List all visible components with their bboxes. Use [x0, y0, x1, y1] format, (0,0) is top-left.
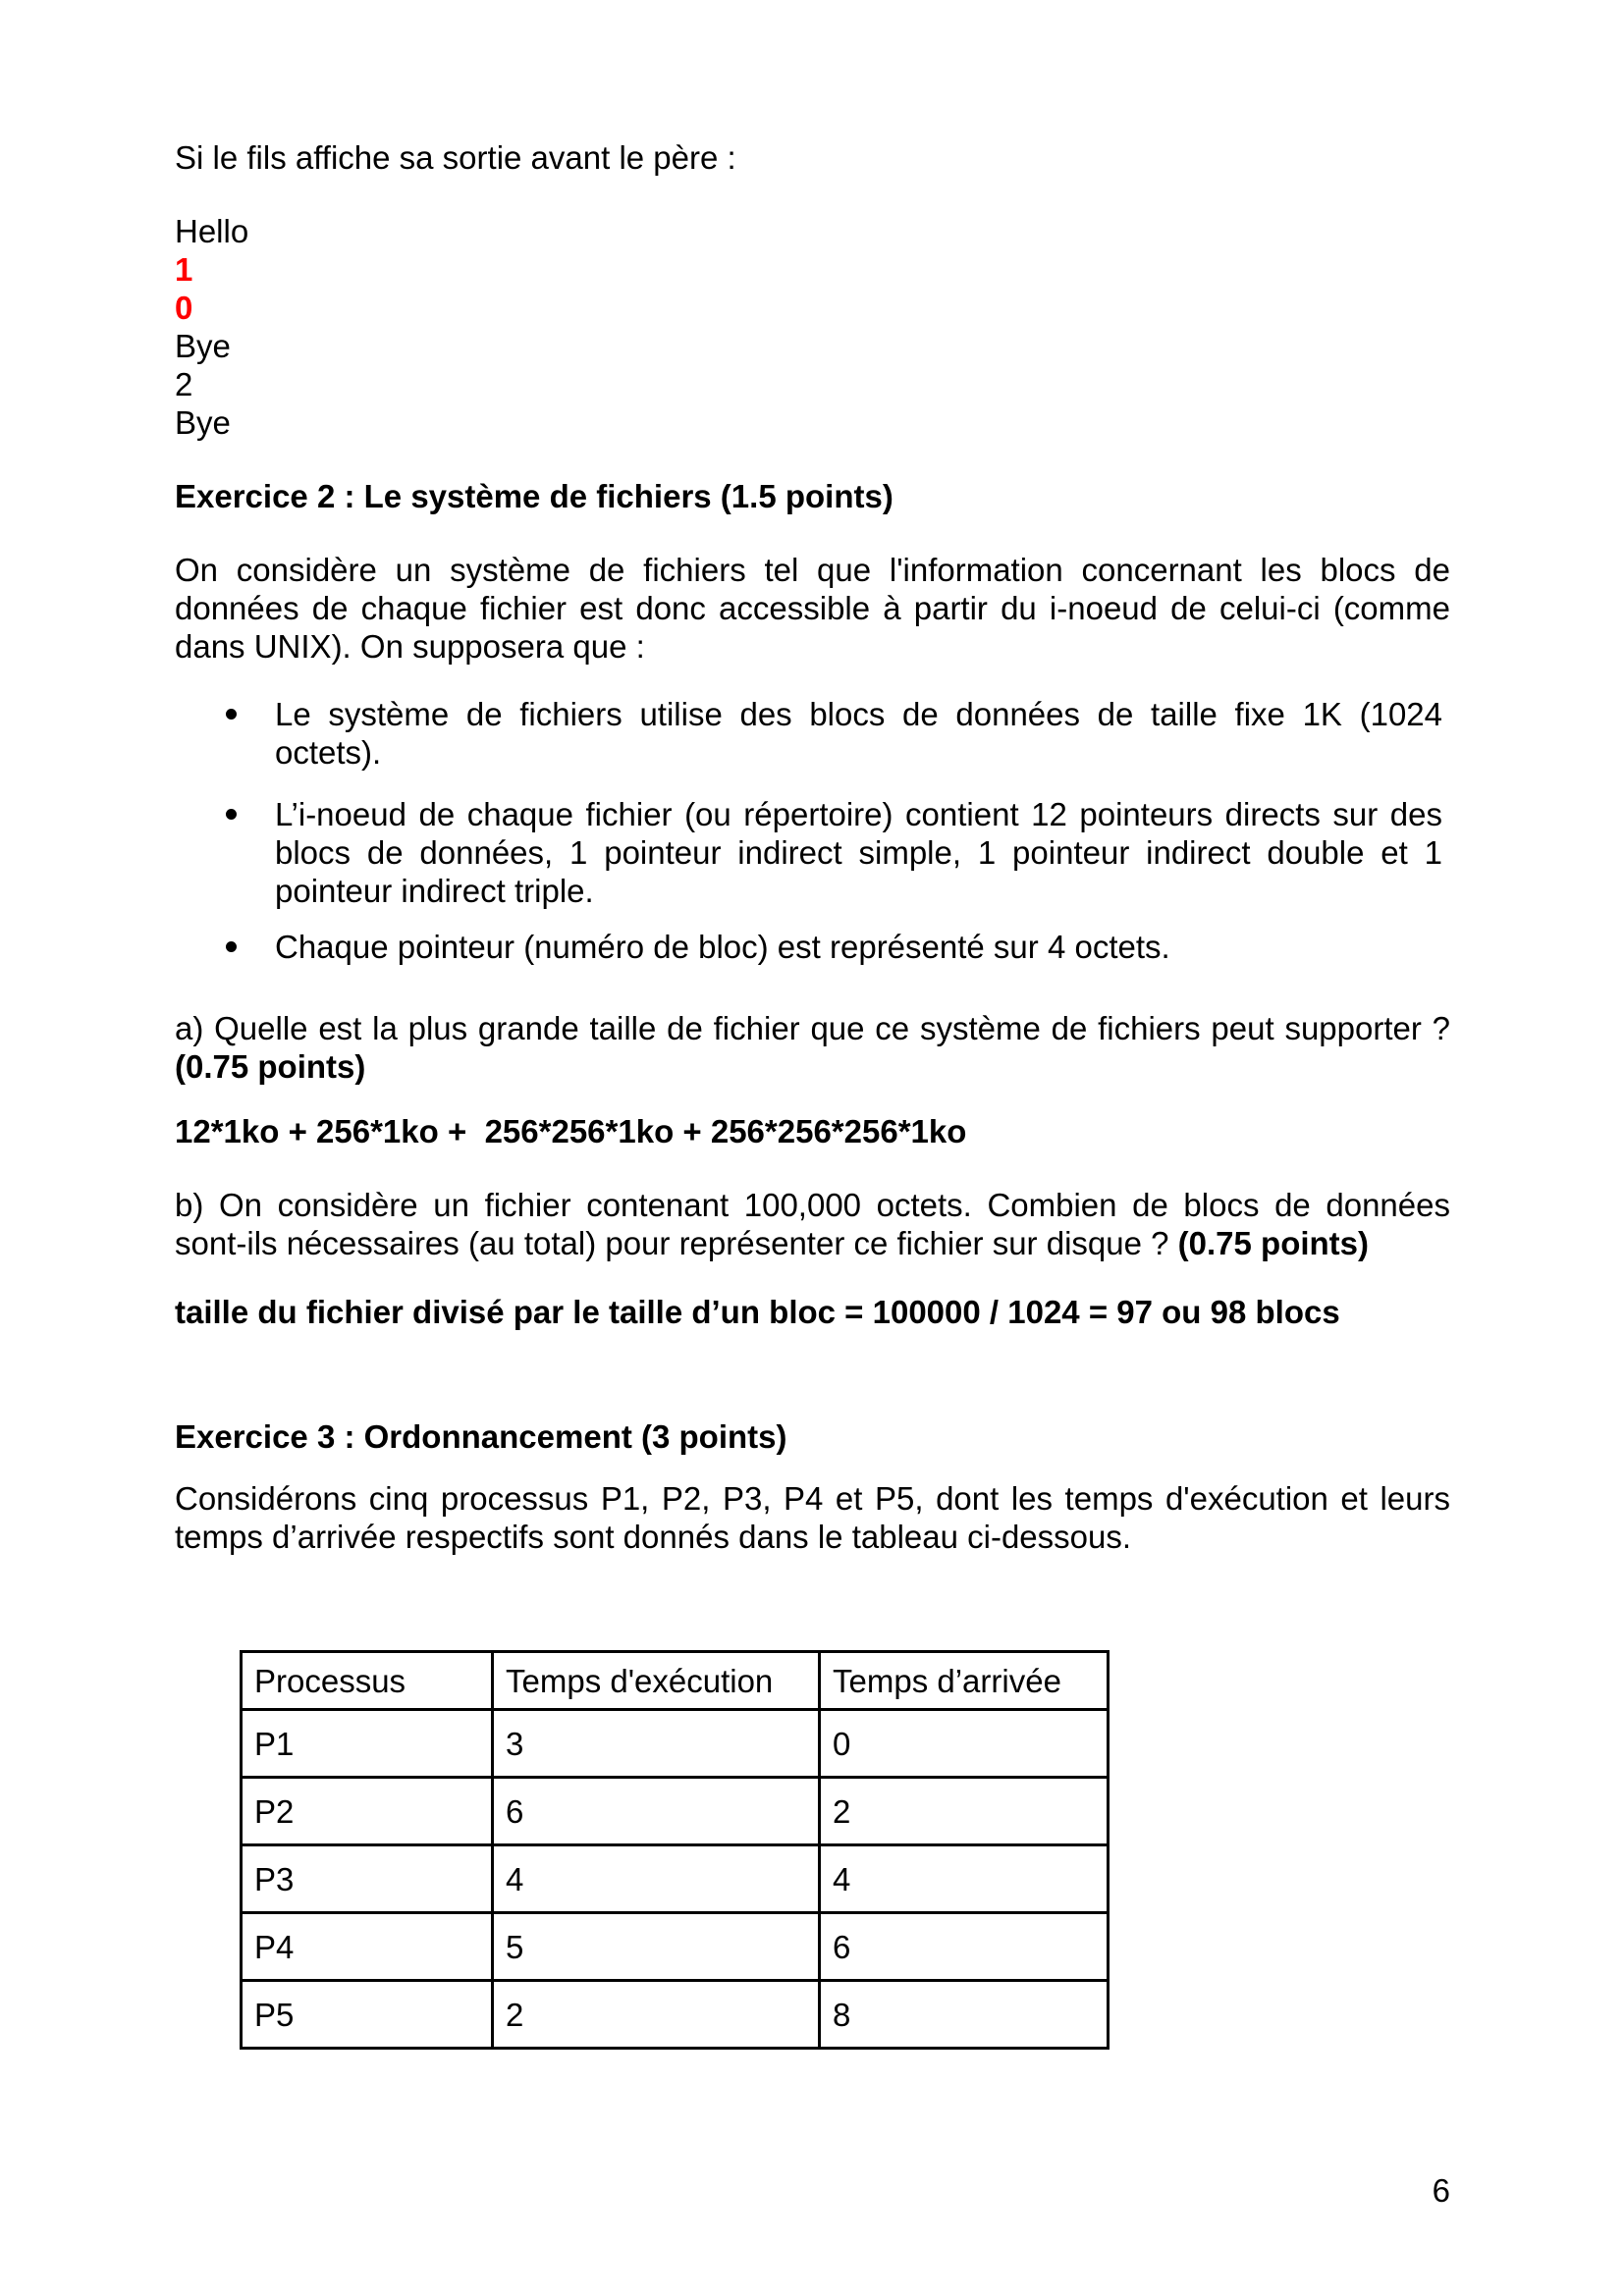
question-b-paragraph [175, 1186, 1450, 1262]
list-item-text: Le système de fichiers utilise des blocs de données de taille fixe 1K (1024 octets). [275, 696, 1442, 771]
cell-exec-time: 2 [493, 1981, 820, 2049]
output-line-bye: Bye [175, 328, 231, 364]
header-temps-execution: Temps d'exécution [493, 1652, 820, 1710]
output-line-bye-2: Bye [175, 404, 231, 441]
bullet-icon [226, 941, 237, 952]
list-item-text: Chaque pointeur (numéro de bloc) est représenté sur 4 octets. [275, 929, 1170, 965]
cell-arrival-time: 6 [820, 1913, 1109, 1981]
answer-b: taille du fichier divisé par le taille d’un bloc = 100000 / 1024 = 97 ou 98 blocs [175, 1294, 1340, 1330]
table-row-p1 [242, 1710, 1109, 1778]
exercise3-heading: Exercice 3 : Ordonnancement (3 points) [175, 1418, 787, 1455]
cell-arrival-time: 2 [820, 1778, 1109, 1845]
question-a-points: (0.75 points) [175, 1048, 366, 1085]
cell-arrival-time: 0 [820, 1710, 1109, 1778]
bullet-icon [226, 809, 237, 820]
output-line-hello: Hello [175, 213, 249, 249]
output-line-0: 0 [175, 290, 193, 326]
exercise2-assumptions-list [175, 695, 1450, 966]
exercise2-heading: Exercice 2 : Le système de fichiers (1.5 points) [175, 478, 893, 514]
intro-condition-line: Si le fils affiche sa sortie avant le père : [175, 139, 736, 176]
exercise2-intro-paragraph: On considère un système de fichiers tel que l'information concernant les blocs de données de chaque fichier est donc accessible à partir du i-noeud de celui-ci (comme dans UNIX). On supposera que : [175, 552, 1450, 665]
document-content [175, 0, 1450, 2050]
header-processus: Processus [242, 1652, 493, 1710]
table-row-p2 [242, 1778, 1109, 1845]
question-a-paragraph [175, 1009, 1450, 1086]
process-table [240, 1650, 1110, 2050]
cell-process: P1 [242, 1710, 493, 1778]
cell-process: P3 [242, 1845, 493, 1913]
table-row-p3 [242, 1845, 1109, 1913]
cell-process: P2 [242, 1778, 493, 1845]
cell-exec-time: 4 [493, 1845, 820, 1913]
cell-process: P4 [242, 1913, 493, 1981]
output-line-1: 1 [175, 251, 193, 288]
header-temps-arrivee: Temps d’arrivée [820, 1652, 1109, 1710]
cell-exec-time: 5 [493, 1913, 820, 1981]
page-number: 6 [1432, 2172, 1450, 2209]
list-item-block-size [175, 695, 1450, 772]
output-line-2: 2 [175, 366, 193, 402]
cell-arrival-time: 4 [820, 1845, 1109, 1913]
question-b-text: b) On considère un fichier contenant 100,000 octets. Combien de blocs de données sont-ils nécessaires (au total) pour représenter ce fichier sur disque ? [175, 1187, 1450, 1261]
table-header-row [242, 1652, 1109, 1710]
question-b-points: (0.75 points) [1177, 1225, 1370, 1261]
answer-a: 12*1ko + 256*1ko + 256*256*1ko + 256*256*256*1ko [175, 1113, 967, 1149]
question-a-text: a) Quelle est la plus grande taille de fichier que ce système de fichiers peut supporter ? [175, 1010, 1450, 1046]
program-output-block [175, 212, 1450, 442]
bullet-icon [226, 709, 237, 720]
list-item-pointer-size [175, 928, 1450, 966]
cell-exec-time: 6 [493, 1778, 820, 1845]
cell-process: P5 [242, 1981, 493, 2049]
list-item-text: L’i-noeud de chaque fichier (ou répertoire) contient 12 pointeurs directs sur des blocs de données, 1 pointeur indirect simple, 1 pointeur indirect double et 1 pointeur indirect triple. [275, 796, 1442, 909]
cell-arrival-time: 8 [820, 1981, 1109, 2049]
table-row-p5 [242, 1981, 1109, 2049]
table-row-p4 [242, 1913, 1109, 1981]
exercise3-intro-paragraph: Considérons cinq processus P1, P2, P3, P4 et P5, dont les temps d'exécution et leurs temps d’arrivée respectifs sont donnés dans le tableau ci-dessous. [175, 1480, 1450, 1555]
list-item-inode-pointers [175, 795, 1450, 910]
cell-exec-time: 3 [493, 1710, 820, 1778]
